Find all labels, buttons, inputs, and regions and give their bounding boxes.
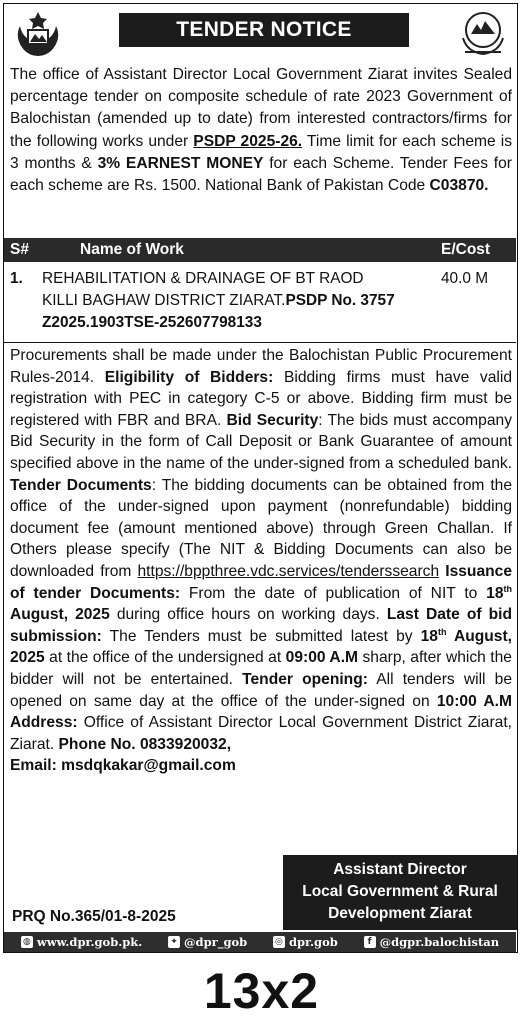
tender-notice: [3, 3, 518, 953]
terms-text: Bidding firms must have valid registration with PEC in category C-5 or above. Bidding firm must be registered with FBR and BRA.: [10, 368, 513, 429]
address-heading: Address:: [10, 714, 78, 732]
terms-text: at the office of the undersigned at: [44, 649, 286, 667]
row-sno: 1.: [10, 270, 23, 287]
submission-month-year: August, 2025: [10, 627, 512, 667]
row-psdp: PSDP No. 3757 Z2025.1903TSE-252607798133: [42, 292, 395, 331]
header-sno: S#: [10, 241, 29, 258]
bid-security-heading: Bid Security: [226, 411, 319, 429]
terms-text: : The bidding documents can be obtained from the office of the under-signed upon payment (nonrefundable) bidding document fee (amount mentioned above) through Green Challan. If Others please specify (The NIT & Bidding Documents can also be downloaded from: [10, 476, 512, 580]
email-address: Email: msdqkakar@gmail.com: [10, 757, 236, 775]
facebook-text: @dgpr.balochistan: [379, 935, 500, 949]
intro-text-2: Time limit for each scheme is 3 months &: [10, 132, 512, 172]
terms-text: From the date of publication of NIT to: [180, 584, 487, 602]
twitter-text: @dpr_gob: [184, 935, 248, 949]
balochistan-emblem-logo: [10, 8, 66, 60]
signature-line: Development Ziarat: [328, 905, 472, 922]
intro-text-3: for each Scheme. Tender Fees for each scheme are Rs. 1500. National Bank of Pakistan Code: [10, 154, 512, 195]
notice-title: TENDER NOTICE: [119, 13, 409, 47]
terms-text: The Tenders must be submitted latest by: [101, 627, 421, 645]
submission-day: 18: [420, 627, 438, 645]
tender-documents-heading: Tender Documents: [10, 476, 152, 494]
local-government-emblem-logo: [455, 8, 511, 60]
issuance-day-suffix: th: [503, 583, 512, 594]
issuance-month-year: August, 2025: [10, 606, 110, 624]
ad-size-label: 13x2: [203, 963, 320, 1019]
intro-paragraph: [10, 64, 512, 197]
footer-twitter[interactable]: [168, 935, 247, 949]
prq-number: PRQ No.365/01-8-2025: [12, 908, 176, 925]
terms-text: Office of Assistant Director Local Government District Ziarat, Ziarat.: [10, 714, 512, 753]
footer-website[interactable]: [21, 935, 142, 949]
terms-paragraph: [10, 345, 512, 777]
row-work-name: REHABILITATION & DRAINAGE OF BT RAOD KILLI BAGHAW DISTRICT ZIARAT.: [42, 270, 364, 309]
works-table-header: [4, 238, 516, 262]
tender-search-link[interactable]: https://bppthree.vdc.services/tenderssearch: [137, 562, 440, 580]
terms-text: sharp, after which the bidder will not be entertained.: [10, 649, 512, 688]
notice-header: [4, 4, 517, 64]
signature-line: Local Government & Rural: [302, 883, 498, 900]
footer-instagram[interactable]: [273, 935, 338, 949]
terms-text: All tenders will be opened on same day at the office of the under-signed on: [10, 670, 512, 710]
earnest-money: 3% EARNEST MONEY: [97, 154, 264, 172]
website-text: www.dpr.gob.pk.: [36, 935, 143, 949]
terms-text: Procurements shall be made under the Balochistan Public Procurement Rules-2014.: [10, 347, 512, 386]
terms-text: during office hours on working days.: [109, 606, 387, 624]
instagram-icon: ◎: [273, 936, 285, 948]
row-cost: 40.0 M: [441, 270, 489, 287]
eligibility-heading: Eligibility of Bidders:: [104, 368, 274, 386]
footer-facebook[interactable]: [364, 935, 500, 949]
twitter-icon: ✦: [168, 936, 180, 948]
issuance-day: 18: [486, 584, 504, 602]
submission-day-suffix: th: [437, 626, 447, 637]
signature-line: Assistant Director: [333, 861, 467, 878]
row-work: [42, 268, 402, 334]
submission-time: 09:00 A.M: [285, 649, 359, 667]
phone-number: Phone No. 0833920032,: [58, 735, 232, 753]
opening-time: 10:00 A.M: [436, 692, 512, 710]
signature-block: [283, 855, 517, 930]
terms-text: : The bids must accompany Bid Security in the form of Call Deposit or Bank Guarantee of amount specified above in the name of the under-signed from a scheduled bank.: [10, 411, 512, 472]
intro-text-1: The office of Assistant Director Local Government Ziarat invites Sealed percentage tender on composite schedule of rate 2023 Government of Balochistan (amended up to date) from interested contractors/firms for the following works under: [10, 66, 512, 150]
table-row: [4, 264, 516, 343]
facebook-icon: f: [364, 936, 376, 948]
footer-bar: [4, 932, 516, 952]
issuance-heading: Issuance of tender Documents:: [10, 562, 512, 602]
globe-icon: ◍: [21, 936, 33, 948]
tender-opening-heading: Tender opening:: [242, 670, 368, 688]
header-cost: E/Cost: [441, 241, 491, 258]
header-work: Name of Work: [80, 241, 184, 258]
instagram-text: dpr.gob: [288, 935, 338, 949]
psdp-year: PSDP 2025-26.: [193, 132, 303, 150]
last-date-heading: Last Date of bid submission:: [10, 606, 512, 645]
bank-code: C03870.: [429, 177, 489, 195]
